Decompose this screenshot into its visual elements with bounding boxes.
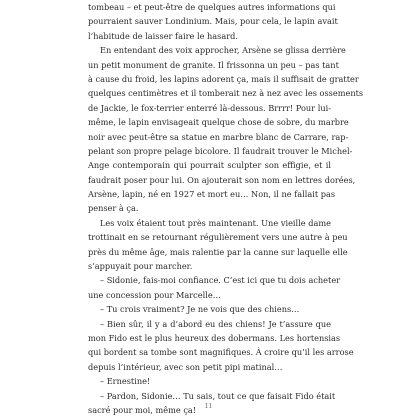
- text-line: mon Fido est le plus heureux des dobermans. Les hortensias: [88, 332, 341, 343]
- text-line: Arsène, lapin, né en 1927 et mort eu… Non, il ne fallait pas: [88, 189, 336, 200]
- page-number: 11: [204, 403, 213, 410]
- text-line: sacré pour moi, même ça!: [88, 404, 197, 415]
- text-line: faudrait poser pour lui. On ajouterait son nom en lettres dorées,: [88, 174, 356, 185]
- text-line: – Pardon, Sidonie… Tu sais, tout ce que faisait Fido était: [100, 390, 336, 401]
- text-line: – Ernestine!: [100, 376, 151, 387]
- text-line: près du même âge, mais ralentie par la canne sur laquelle elle: [88, 246, 348, 257]
- text-line: – Sidonie, fais-moi confiance. C’est ici que tu dois acheter: [100, 275, 341, 286]
- text-line: Les voix étaient tout près maintenant. Une vieille dame: [100, 217, 331, 228]
- text-line: qui bordent sa tombe sont magnifiques. À croire qu’il les arrose: [88, 347, 354, 358]
- text-line: pelant son propre pelage bicolore. Il faudrait trouver le Michel-: [88, 145, 353, 156]
- text-line: – Tu crois vraiment? Je ne vois que des chiens…: [100, 304, 300, 315]
- text-line: une concession pour Marcelle…: [88, 289, 221, 300]
- text-line: depuis l’intérieur, avec son petit pipi matinal…: [88, 361, 283, 372]
- text-line: En entendant des voix approcher, Arsène se glissa derrière: [100, 45, 346, 56]
- text-line: trottinait en se retournant régulièrement vers une autre à peu: [88, 232, 348, 243]
- text-line: quelques centimètres et il tomberait nez à nez avec les ossements: [88, 88, 364, 99]
- text-line: de Jackie, le fox-terrier enterré là-dessous. Brrrr! Pour lui-: [88, 102, 331, 113]
- text-line: penser à ça.: [88, 203, 139, 214]
- body-text: [88, 0, 364, 417]
- text-line: tombeau – et peut-être de quelques autres informations qui: [88, 2, 336, 12]
- text-line: Ange contemporain qui pourrait sculpter son effigie, et il: [88, 160, 331, 171]
- text-line: pourraient sauver Londinium. Mais, pour cela, le lapin avait: [88, 16, 338, 27]
- text-line: noir avec peut-être sa statue en marbre blanc de Carrare, rap-: [88, 131, 349, 142]
- text-line: l’habitude de laisser faire le hasard.: [88, 30, 239, 41]
- text-line: – Bien sûr, il y a d’abord eu des chiens! Je t’assure que: [100, 318, 331, 329]
- text-line: un petit monument de granite. Il frissonna un peu – pas tant: [88, 59, 339, 70]
- text-line: même, le lapin envisageait quelque chose de sobre, du marbre: [88, 117, 349, 128]
- text-line: s’appuyait pour marcher.: [88, 261, 193, 272]
- text-line: à cause du froid, les lapins adorent ça, mais il suffisait de gratter: [88, 73, 359, 84]
